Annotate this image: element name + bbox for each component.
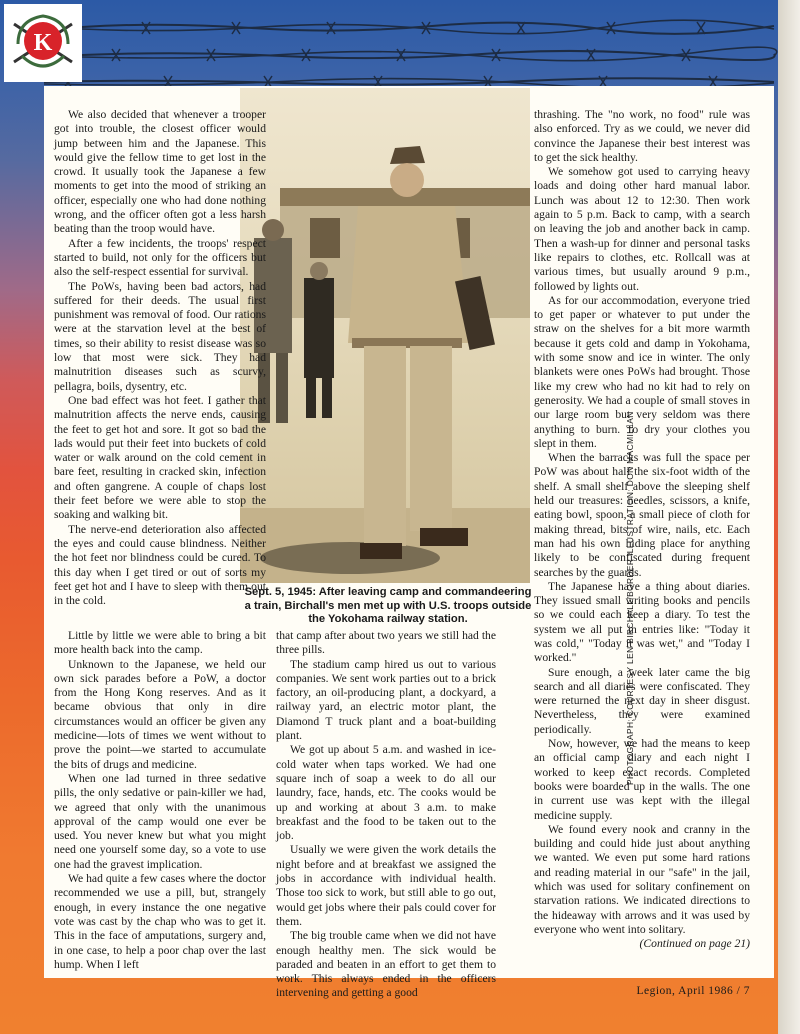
paragraph: that camp after about two years we still had the three pills. [276,629,496,657]
soldiers-photo-illustration [240,88,530,583]
page-footer: Legion, April 1986 / 7 [636,985,750,997]
paragraph: The PoWs, having been bad actors, had suffered for their deeds. The usual first punishment was removal of food. Our rations were at the starvation level at the best of times, so their ability to resist disease was so low that most were sick. They had malnutrition diseases such as scurvy, pellagra, boils, dysentry, etc. [54,279,266,393]
logo-emblem-icon [4,4,82,82]
paragraph: We also decided that whenever a trooper got into trouble, the closest officer would jump between him and the Japanese. This would give the fellow time to get lost in the crowd. It usually took the Japanese a few moments to get into the mood of striking an officer, especially one who had done nothing wrong, and the officer often got a less harsh beating than the troop would have. [54,108,266,236]
article-column-1 [54,108,266,608]
logo-letter: K [33,30,53,56]
paragraph: We somehow got used to carrying heavy loads and doing other hard manual labor. Lunch was about 12 to 12:30. Then work again to 5 p.m. Back to camp, with a search on leaving the job and another back in camp. Then a wash-up for dinner and personal tasks like repairs to clothes, etc. Rollcall was at various times, but usually around 9 p.m., followed by lights out. [534,165,750,293]
photo-credit: PHOTOGRAPH: COURTESY LEN BIRCHALL/BORDER ILLUSTRATION: DON MACMILLAN [625,411,635,785]
paragraph: Now, however, we had the means to keep an official camp diary and each night I worked to keep exact records. Completed books were boarded up in the walls. The one in current use was kept with the illegal medicine supply. [534,737,750,822]
paragraph: We got up about 5 a.m. and washed in ice-cold water when taps worked. We had one square inch of soap a week to do all our laundry, face, hands, etc. The cooks would be up and working at about 3 a.m. to make breakfast and the food to be taken out to the job. [276,743,496,843]
paragraph: We had quite a few cases where the doctor recommended we use a pill, but, strangely enough, in every instance the one negative vote was cast by the chap who was to get it. This in the face of amputations, surgery and, in one case, to help a poor chap over the last hump. When I left [54,872,266,971]
paragraph: Usually we were given the work details the night before and at breakfast we assigned the jobs in accordance with individual health. Those too sick to work, but still able to go out, would get jobs where their pals could cover for them. [276,843,496,928]
article-photo [240,88,530,583]
paragraph: The stadium camp hired us out to various companies. We sent work parties out to a brick factory, an oil-producing plant, a dockyard, a railway yard, an electric motor plant, the Diamond T truck plant and a boat-building plant. [276,657,496,743]
barbed-wire-top [82,18,774,38]
paragraph: As for our accommodation, everyone tried to get paper or whatever to put under the straw on the shelves for a bit more warmth because it gets cold and damp in Yokohama, with some snow and ice in winter. The only blankets were ones PoWs had brought. Those like my crew who had no kit had to rely on generosity. We had a couple of small stoves in our large room but very seldom was there anything to burn. To dry your clothes you slept in them. [534,293,750,450]
barbed-wire-middle [82,45,774,65]
paragraph: When one lad turned in three sedative pills, the only sedative or pain-killer we had, we agreed that only with the unanimous approval of the camp would one ever be used. You never knew but what you might need one yourself some day, so a vote to use one had the gravest implication. [54,771,266,871]
legion-logo [4,4,82,82]
paragraph: When the barracks was full the space per PoW was about half the six-foot width of the shelf. A small shelf above the sleeping shelf held our treasures: needles, scissors, a knife, eating bowl, spoon, a small piece of cloth for making thread, bits of wire, nails, etc. Each man had his own hiding place for anything likely to be confiscated during frequent searches by the guards. [534,451,750,579]
article-column-3 [534,108,750,974]
paragraph: Unknown to the Japanese, we held our own sick parades before a PoW, a doctor from the Hong Kong reserves. And as it became obvious that only in dire circumstances would an officer be given any medicine—lots of times we went without to prove the point—we started to accumulate the bits of drugs and medicine. [54,657,266,771]
paragraph: Sure enough, a week later came the big search and all diaries were confiscated. They were returned the next day in sheer disgust. Nevertheless, they were examined periodically. [534,665,750,736]
article-column-1-bottom [54,629,266,974]
paragraph: The big trouble came when we did not have enough healthy men. The sick would be paraded and beaten in an effort to get them to work. This always ended in the officers intervening and getting a good [276,929,496,1000]
photo-caption: Sept. 5, 1945: After leaving camp and commandeering a train, Birchall's men met up with U.S. troops outside the Yokohama railway station. [244,586,532,626]
paragraph: thrashing. The "no work, no food" rule was also enforced. Try as we could, we never did convince the Japanese their best interest was to get the sick healthy. [534,108,750,164]
paragraph: The Japanese have a thing about diaries. They issued small writing books and pencils so we could each keep a diary. To test the system we all put in entries like: "Today it was cold," "Today it was wet," and "Today I worked." [534,579,750,665]
continued-note[interactable]: (Continued on page 21) [639,937,750,951]
paragraph: One bad effect was hot feet. I gather that malnutrition affects the nerve ends, causing the feet to get hot and sore. It got so bad the lads would put their feet into buckets of cold water or walk around on the cold cement in bare feet, resulting in cracked skin, infection and often gangrene. A couple of chaps lost their feet before we were able to stop the soaking and walking bit. [54,393,266,522]
page-edge [778,0,800,1034]
paragraph: Little by little we were able to bring a bit more health back into the camp. [54,629,266,657]
article-column-2 [276,629,496,1000]
paragraph: The nerve-end deterioration also affected the eyes and could cause blindness. Neither the hot feet nor blindness could be cured. To this day when I get tired or out of sorts my feet get hot and I have to sleep with them out in the cold. [54,522,266,608]
paragraph: We found every nook and cranny in the building and could hide just about anything we wanted. We even put some hard rations and reading material in our "safe" in the jail, which was used for solitary confinement on starvation rations. We indicated directions to the hideaway with arrows and it was used by everyone who went into solitary. [534,822,750,936]
paragraph: After a few incidents, the troops' respect started to build, not only for the officers but also the self-respect essential for survival. [54,236,266,279]
